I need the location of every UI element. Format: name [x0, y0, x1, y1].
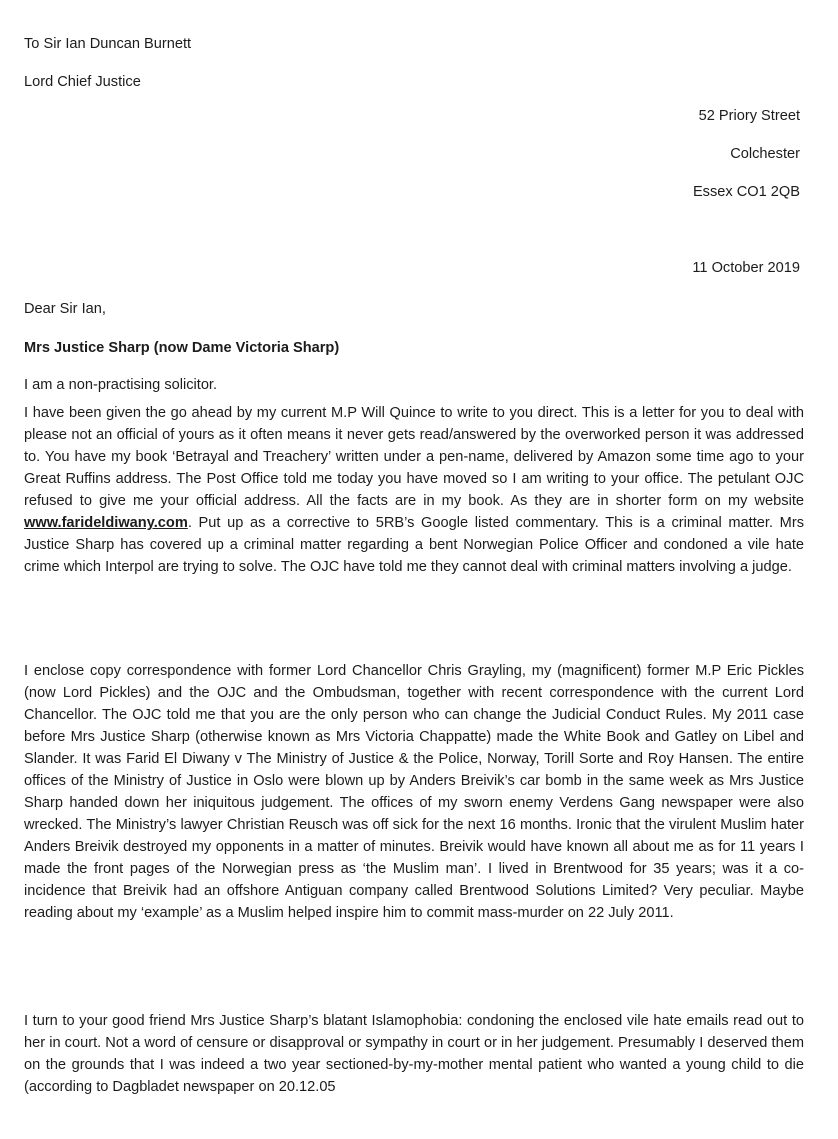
paragraph-2: I enclose copy correspondence with former Lord Chancellor Chris Grayling, my (magnificent) former M.P Eric Pickles (now Lord Pickles) and the OJC and the Ombudsman, together with recent correspondence with the current Lord Chancellor. The OJC told me that you are the only person who can change the Judicial Conduct Rules. My 2011 case before Mrs Justice Sharp (otherwise known as Mrs Victoria Chappatte) made the White Book and Gatley on Libel and Slander. It was Farid El Diwany v The Ministry of Justice & the Police, Norway, Torill Sorte and Roy Hansen. The entire offices of the Ministry of Justice in Oslo were blown up by Anders Breivik’s car bomb in the same week as Mrs Justice Sharp handed down her iniquitous judgement. The offices of my sworn enemy Verdens Gang newspaper were also wrecked. The Ministry’s lawyer Christian Reusch was off sick for the next 16 months. Ironic that the virulent Muslim hater Anders Breivik destroyed my opponents in a matter of minutes. Breivik would have known all about me as for 11 years I made the front pages of the Norwegian press as ‘the Muslim man’. I lived in Brentwood for 35 years; was it a co-incidence that Breivik had an offshore Antiguan company called Brentwood Solutions Limited? Very peculiar. Maybe reading about my ‘example’ as a Muslim helped inspire him to commit mass-murder on 22 July 2011.	[24, 663, 804, 921]
paragraph-3: I turn to your good friend Mrs Justice Sharp’s blatant Islamophobia: condoning the enclosed vile hate emails read out to her in court. Not a word of censure or disapproval or sympathy in court or in her judgement. Presumably I deserved them on the grounds that I was indeed a two year sectioned-by-my-mother mental patient who wanted a young child to die (according to Dagbladet newspaper on 20.12.05	[24, 1013, 804, 1095]
address-town: Colchester	[730, 146, 800, 162]
salutation: Dear Sir Ian,	[24, 301, 106, 317]
subject-line: Mrs Justice Sharp (now Dame Victoria Sharp)	[24, 340, 340, 356]
recipient-name: To Sir Ian Duncan Burnett	[24, 36, 192, 52]
address-postcode: Essex CO1 2QB	[692, 184, 800, 200]
paragraph-1-text-a: I have been given the go ahead by my current M.P Will Quince to write to you direct. This is a letter for you to deal with please not an official of yours as it often means it never gets read/answered by the overworked person it was addressed to. You have my book ‘Betrayal and Treachery’ written under a pen-name, delivered by Amazon some time ago to your Great Ruffins address. The Post Office told me today you have moved so I am writing to your office. The petulant OJC refused to give me your official address. All the facts are in my book. As they are in shorter form on my website	[24, 405, 804, 509]
address-street: 52 Priory Street	[698, 108, 800, 124]
paragraph-1	[24, 402, 804, 578]
website-link[interactable]: www.farideldiwany.com	[24, 515, 188, 531]
paragraph-1-text-b: . Put up as a corrective to 5RB’s Google listed commentary. This is a criminal matter. Mrs Justice Sharp has covered up a criminal matter regarding a bent Norwegian Police Officer and condoned a vile hate crime which Interpol are trying to solve. The OJC have told me they cannot deal with criminal matters involving a judge.	[24, 515, 804, 575]
recipient-title: Lord Chief Justice	[24, 74, 141, 90]
letter-date: 11 October 2019	[692, 260, 800, 276]
intro-line: I am a non-practising solicitor.	[24, 377, 218, 393]
